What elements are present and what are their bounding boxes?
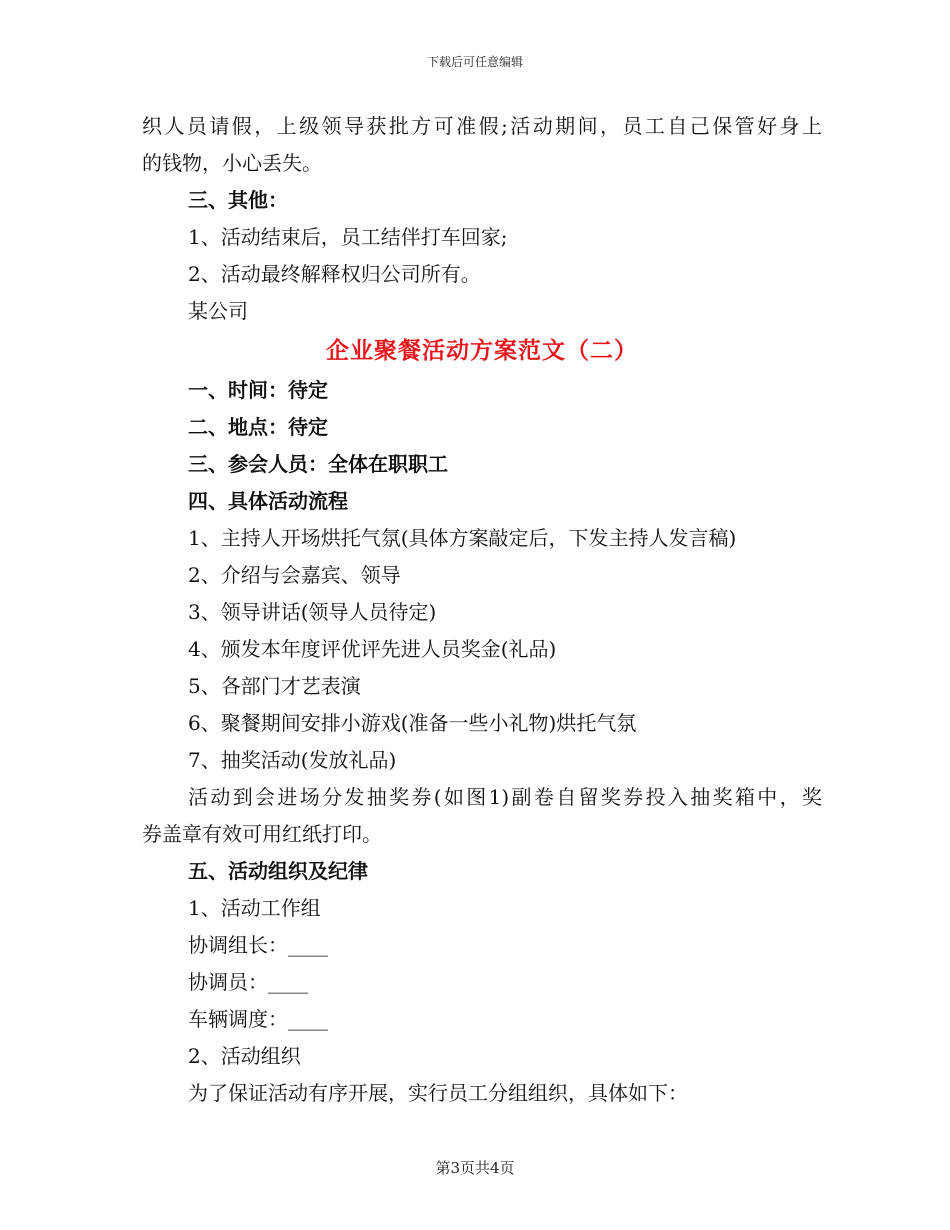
document-title: 企业聚餐活动方案范文（二） [326,337,638,364]
section-heading-time: 一、时间：待定 [188,378,328,402]
section-heading: 三、其他： [188,188,288,212]
section-heading-flow: 四、具体活动流程 [188,489,348,513]
paragraph-line: 织人员请假，上级领导获批方可准假;活动期间，员工自己保管好身上 [142,114,822,138]
list-item: 1、主持人开场烘托气氛(具体方案敲定后，下发主持人发言稿) [188,526,737,550]
paragraph-line: 券盖章有效可用红纸打印。 [142,822,382,846]
list-item: 2、介绍与会嘉宾、领导 [188,563,401,587]
list-item: 2、活动最终解释权归公司所有。 [188,262,481,286]
list-item: 1、活动结束后，员工结伴打车回家; [188,225,508,249]
section-heading-location: 二、地点：待定 [188,415,328,439]
list-item: 协调员：____ [188,970,308,994]
list-item: 车辆调度：____ [188,1007,328,1031]
signature-company: 某公司 [188,299,248,323]
paragraph-line: 为了保证活动有序开展，实行员工分组组织，具体如下： [188,1081,688,1105]
section-heading-attendees: 三、参会人员：全体在职职工 [188,452,448,476]
list-item: 协调组长：____ [188,933,328,957]
list-item: 7、抽奖活动(发放礼品) [188,748,397,772]
list-item: 6、聚餐期间安排小游戏(准备一些小礼物)烘托气氛 [188,711,637,735]
page-header: 下载后可任意编辑 [426,55,523,69]
document-body [142,108,822,1112]
list-item: 3、领导讲话(领导人员待定) [188,600,437,624]
list-item: 4、颁发本年度评优评先进人员奖金(礼品) [188,637,557,661]
list-item: 2、活动组织 [188,1044,301,1068]
section-heading-organization: 五、活动组织及纪律 [188,859,368,883]
page-footer: 第3页共4页 [435,1159,515,1177]
paragraph-line: 的钱物，小心丢失。 [142,151,322,175]
list-item: 1、活动工作组 [188,896,321,920]
paragraph-line: 活动到会进场分发抽奖券(如图1)副卷自留奖券投入抽奖箱中，奖 [188,785,822,809]
list-item: 5、各部门才艺表演 [188,674,361,698]
